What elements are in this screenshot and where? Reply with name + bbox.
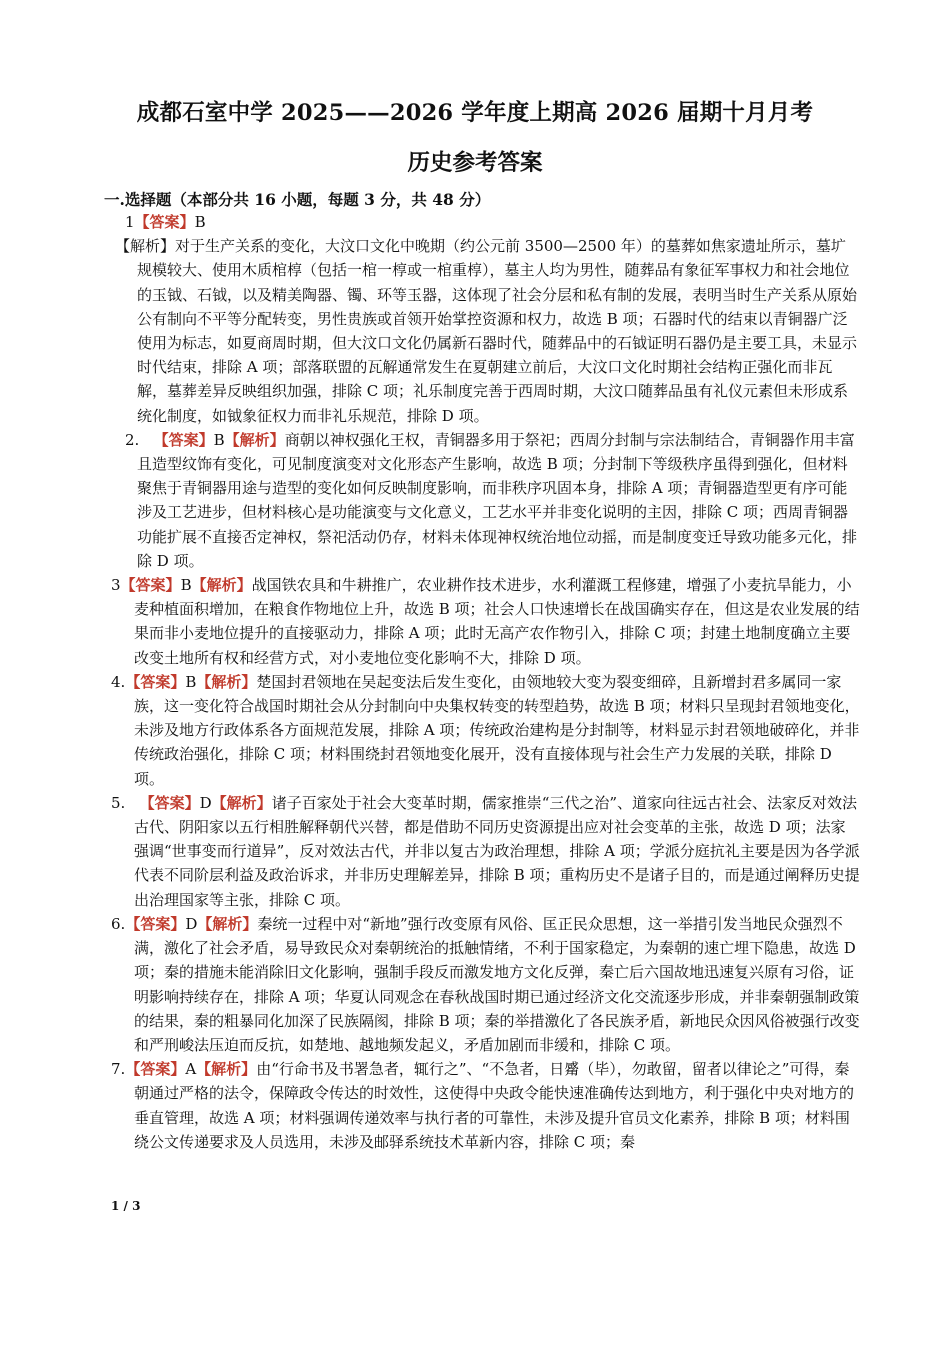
analysis-tag: 【解析】 (197, 914, 258, 933)
answer-tag: 【答案】 (134, 213, 195, 231)
question-number: 4. (111, 672, 126, 691)
answer-tag: 【答案】 (125, 914, 186, 933)
question-3 (111, 573, 860, 670)
answer-tag: 【答案】 (120, 576, 181, 595)
page-subtitle: 历史参考答案 (407, 150, 543, 176)
question-2-body (125, 428, 860, 573)
question-number: 7. (111, 1060, 126, 1079)
section-heading: 一.选择题（本部分共 16 小题，每题 3 分，共 48 分） (104, 190, 491, 209)
analysis-text: 楚国封君领地在吴起变法后发生变化，由领地较大变为裂变细碎，且新增封君多属同一家族，这一变化符合战国时期社会从分封制向中央集权转变的转型趋势，故选 B 项；材料只呈现封君领地变化，未涉及地方行政体系各方面规范发展，排除 A 项；传统政治建构是分封制等，材料显示封君领地破碎化，并非传统政治强化，排除 C 项；材料围绕封君领地变化展开，没有直接体现与社会生产力发展的关联，排除 D 项。 (134, 672, 860, 788)
analysis-text: 商朝以神权强化王权，青铜器多用于祭祀；西周分封制与宗法制结合，青铜器作用丰富且造型纹饰有变化，可见制度演变对文化形态产生影响，故选 B 项；分封制下等级秩序虽得到强化，但材料聚焦于青铜器用途与造型的变化如何反映制度影响，而非秩序巩固本身，排除 A 项；青铜器造型更有序可能涉及工艺进步，但材料核心是功能演变与文化意义，工艺水平并非变化说明的主因，排除 C 项；西周青铜器功能扩展不直接否定神权，祭祀活动仍存，材料未体现神权统治地位动摇，而是制度变迁导致功能多元化，排除 D 项。 (137, 430, 858, 570)
question-1 (115, 210, 860, 428)
analysis-tag: 【解析】 (191, 576, 252, 595)
analysis-text: 秦统一过程中对“新地”强行改变原有风俗、匡正民众思想，这一举措引发当地民众强烈不满，激化了社会矛盾，易导致民众对秦朝统治的抵触情绪，不利于国家稳定，为秦朝的速亡埋下隐患，故选 D 项；秦的措施未能消除旧文化影响，强制手段反而激发地方文化反弹，秦亡后六国故地迅速复兴原有习俗，证明影响持续存在，排除 A 项；华夏认同观念在春秋战国时期已通过经济文化交流逐步形成，并非秦朝强制政策的结果，秦的粗暴同化加深了民族隔阂，排除 B 项；秦的举措激化了各民族矛盾，新地民众因风俗被强行改变和严刑峻法压迫而反抗，如楚地、越地频发起义，矛盾加剧而非缓和，排除 C 项。 (134, 914, 860, 1054)
answer-tag: 【答案】 (125, 1060, 186, 1079)
question-number: 2. (125, 430, 140, 449)
question-number: 6. (111, 914, 126, 933)
analysis-text: 对于生产关系的变化，大汶口文化中晚期（约公元前 3500—2500 年）的墓葬如焦家遗址所示，墓圹规模较大、使用木质棺椁（包括一棺一椁或一棺重椁），墓主人均为男性，随葬品有象征军事权力和社会地位的玉钺、石钺，以及精美陶器、镯、环等玉器，这体现了社会分层和私有制的发展，表明当时生产关系从原始公有制向不平等分配转变，男性贵族或首领开始掌控资源和权力，故选 B 项；石器时代的结束以青铜器广泛使用为标志，如夏商周时期，但大汶口文化仍属新石器时代，随葬品中的石钺证明石器仍是主要工具，未显示时代结束，排除 A 项；部落联盟的瓦解通常发生在夏朝建立前后，大汶口文化时期社会结构正强化而非瓦解，墓葬差异反映组织加强，排除 C 项；礼乐制度完善于西周时期，大汶口随葬品虽有礼仪元素但未形成系统化制度，如钺象征权力而非礼乐规范，排除 D 项。 (137, 237, 858, 425)
question-6 (111, 912, 860, 1057)
answer-value: A (185, 1060, 197, 1079)
answer-value: B (185, 672, 197, 691)
page-number: 1 / 3 (111, 1199, 141, 1213)
question-number: 1 (125, 213, 135, 231)
analysis-text: 诸子百家处于社会大变革时期，儒家推崇“三代之治”、道家向往远古社会、法家反对效法古代、阴阳家以五行相胜解释朝代兴替，都是借助不同历史资源提出应对社会变革的主张，故选 D 项；法家强调“世事变而行道异”，反对效法古代，并非以复古为政治理想，排除 A 项；学派分庭抗礼主要是因为各学派代表不同阶层利益及政治诉求，并非历史理解差异，排除 B 项；重构历史不是诸子目的，而是通过阐释历史提出治理国家等主张，排除 C 项。 (134, 793, 860, 909)
question-4 (111, 670, 860, 791)
question-number: 5. (111, 793, 126, 812)
question-5 (111, 791, 860, 912)
question-2 (115, 428, 860, 573)
question-7 (111, 1057, 860, 1154)
answer-value: B (213, 430, 225, 449)
answer-value: B (180, 576, 192, 595)
analysis-text: 战国铁农具和牛耕推广，农业耕作技术进步，水利灌溉工程修建，增强了小麦抗旱能力，小麦种植面积增加，在粮食作物地位上升，故选 B 项；社会人口快速增长在战国确实存在，但这是农业发展的结果而非小麦地位提升的直接驱动力，排除 A 项；此时无高产农作物引入，排除 C 项；封建土地制度确立主要改变土地所有权和经营方式，对小麦地位变化影响不大，排除 D 项。 (134, 576, 860, 667)
analysis-tag: 【解析】 (196, 1060, 257, 1079)
analysis-tag: 【解析】 (211, 793, 272, 812)
analysis-text: 由“行命书及书署急者，辄行之”、“不急者，日觱（毕），勿敢留，留者以律论之”可得，秦朝通过严格的法令，保障政令传达的时效性，这使得中央政令能快速准确传达到地方，利于强化中央对地方的垂直管理，故选 A 项；材料强调传递效率与执行者的可靠性，未涉及提升官员文化素养，排除 B 项；材料围绕公文传递要求及人员选用，未涉及邮驿系统技术革新内容，排除 C 项；秦 (134, 1060, 855, 1151)
analysis-tag: 【解析】 (196, 672, 257, 691)
answer-value: D (199, 793, 212, 812)
answer-tag: 【答案】 (125, 672, 186, 691)
analysis-tag: 【解析】 (115, 237, 176, 256)
answer-value: D (185, 914, 198, 933)
answer-list (111, 210, 860, 1154)
question-1-header (115, 210, 860, 234)
question-number: 3 (111, 576, 121, 595)
question-1-analysis (115, 234, 860, 428)
answer-tag: 【答案】 (153, 430, 214, 449)
page-title: 成都石室中学 2025——2026 学年度上期高 2026 届期十月月考 (136, 100, 814, 126)
answer-value: B (194, 213, 206, 231)
analysis-tag: 【解析】 (224, 430, 285, 449)
answer-tag: 【答案】 (139, 793, 200, 812)
